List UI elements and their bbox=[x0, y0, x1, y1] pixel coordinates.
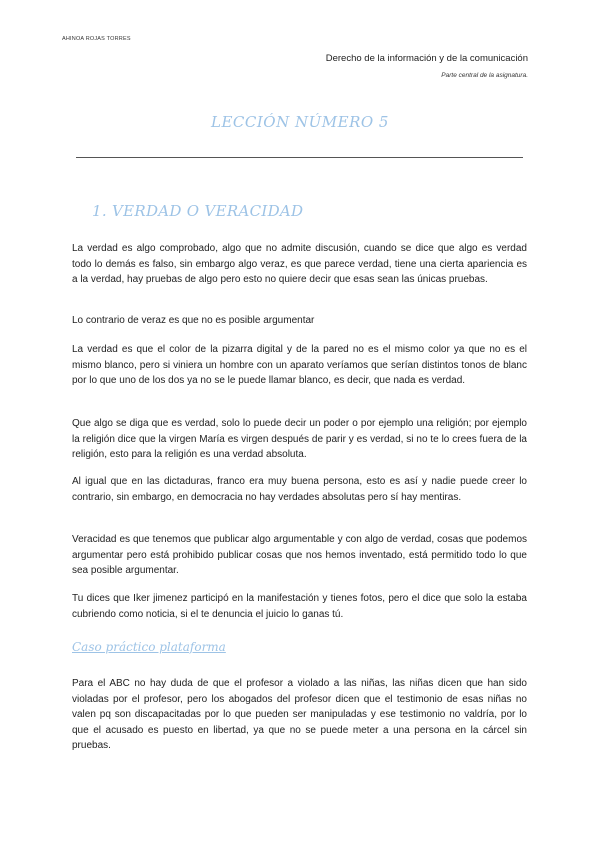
paragraph: Lo contrario de veraz es que no es posible argumentar bbox=[72, 315, 315, 326]
title-divider bbox=[76, 157, 523, 158]
subject-title: Derecho de la información y de la comunicación bbox=[325, 53, 528, 64]
paragraph: Tu dices que Iker jimenez participó en la manifestación y tienes fotos, pero el dice que solo la estaba cubriendo como noticia, si el te denuncia el juicio lo ganas tú. bbox=[72, 593, 527, 620]
paragraph: Veracidad es que tenemos que publicar algo argumentable y con algo de verdad, cosas que podemos argumentar pero está prohibido publicar cosas que nos hemos inventado, está permitido todo lo que sea posible argumentar. bbox=[72, 534, 527, 576]
section-heading-verdad: 1. VERDAD O VERACIDAD bbox=[92, 202, 304, 220]
lesson-title: LECCIÓN NÚMERO 5 bbox=[211, 113, 389, 131]
paragraph: La verdad es que el color de la pizarra digital y de la pared no es el mismo color ya que no es el mismo blanco, pero si viniera un hombre con un aparato veríamos que serían distintos tonos de blanc por lo que uno de los dos ya no se le puede llamar blanco, es decir, que nada es verdad. bbox=[72, 344, 527, 386]
section-heading-caso-practico: Caso práctico plataforma bbox=[72, 640, 226, 654]
subject-part: Parte central de la asignatura. bbox=[441, 72, 528, 79]
paragraph: Para el ABC no hay duda de que el profesor a violado a las niñas, las niñas dicen que han sido violadas por el profesor, pero los abogados del profesor dicen que el testimonio de esas niñas no valen pq son discapacitadas por lo que pueden ser manipuladas y ese testimonio no valdría, por lo que el acusado es puesto en libertad, ya que no se puede meter a una persona en la cárcel sin pruebas. bbox=[72, 678, 527, 751]
paragraph: Que algo se diga que es verdad, solo lo puede decir un poder o por ejemplo una religión; por ejemplo la religión dice que la virgen María es virgen después de parir y es verdad, si no te lo crees fuera de la religión, esto para la religión es una verdad absoluta. bbox=[72, 418, 527, 460]
paragraph: Al igual que en las dictaduras, franco era muy buena persona, esto es así y nadie puede creer lo contrario, sin embargo, en democracia no hay verdades absolutas pero sí hay mentiras. bbox=[72, 476, 527, 503]
paragraph: La verdad es algo comprobado, algo que no admite discusión, cuando se dice que algo es verdad todo lo demás es falso, sin embargo algo veraz, es que parece verdad, tiene una cierta apariencia es a la verdad, hay pruebas de algo pero esto no quiere decir que esas sean las únicas pruebas. bbox=[72, 243, 527, 285]
author-name: AHINOA ROJAS TORRES bbox=[62, 36, 131, 42]
